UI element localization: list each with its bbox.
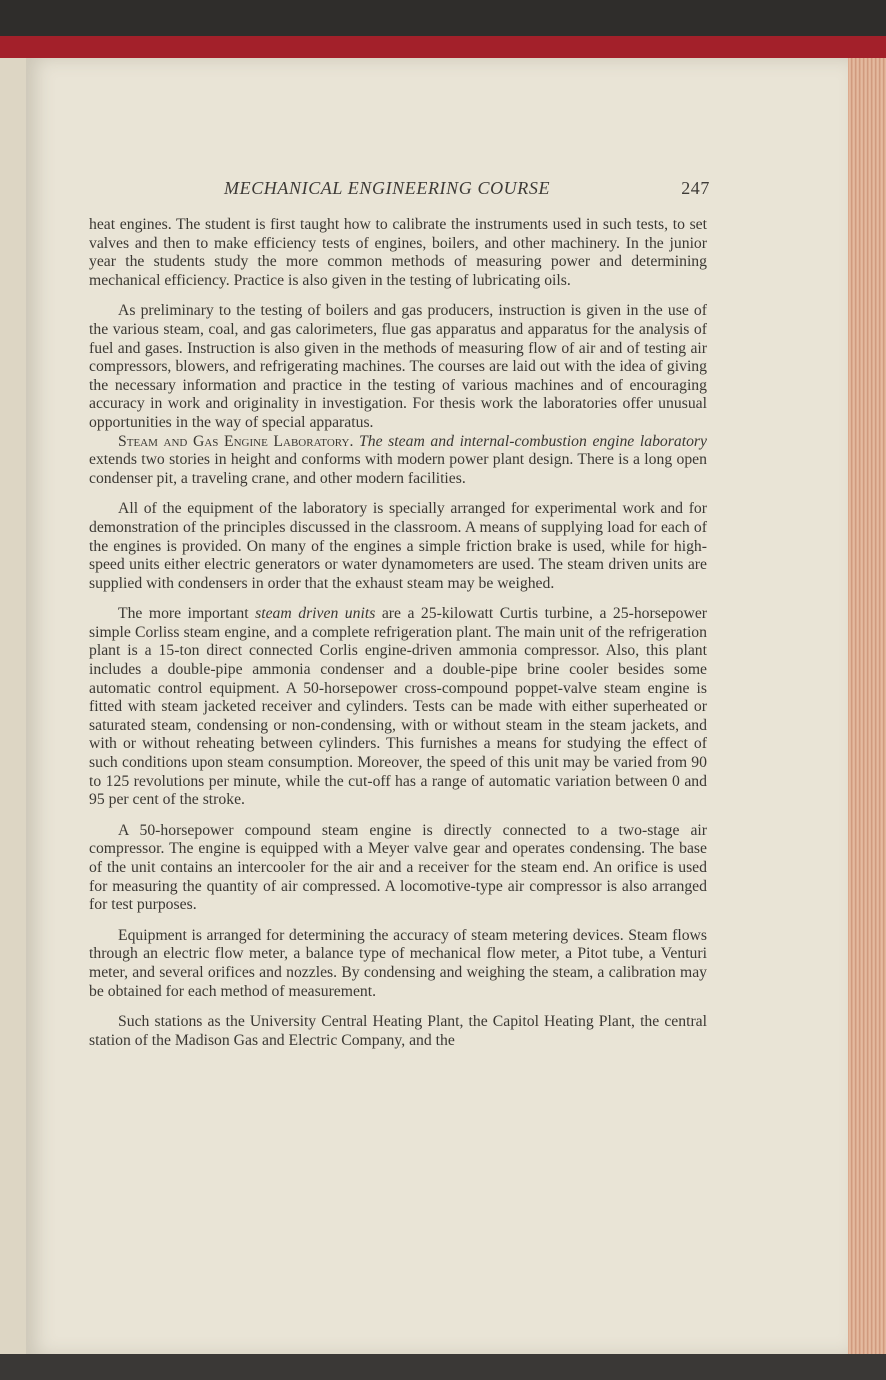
paragraph-7: Equipment is arranged for determining the accuracy of steam metering devices. Steam flows through an electric flow meter, a balance type of mechanical flow meter, a Pitot tube, a Venturi meter, and several orifices and nozzles. By condensing and weighing the steam, a calibration may be obtained for each method of measurement. [89, 926, 707, 1000]
paragraph-6: A 50-horsepower compound steam engine is directly connected to a two-stage air compressor. The engine is equipped with a Meyer valve gear and operates condensing. The base of the unit contains an intercooler for the air and a receiver for the steam end. An orifice is used for measuring the quantity of air compressed. A locomotive-type air compressor is also arranged for test purposes. [89, 821, 707, 914]
body-text [89, 216, 707, 1050]
book-cover-edge [0, 36, 886, 60]
paragraph-5-text: are a 25-kilowatt Curtis turbine, a 25-horsepower simple Corliss steam engine, and a complete refrigeration plant. The main unit of the refrigeration plant is a 15-ton direct connected Corlis engine-driven ammonia compressor. Also, this plant includes a double-pipe ammonia condenser and a double-pipe brine cooler besides some automatic control equipment. A 50-horsepower cross-compound poppet-valve steam engine is fitted with steam jacketed receiver and cylinders. Tests can be made with either superheated or saturated steam, condensing or non-condensing, with or without steam in the steam jackets, and with or without reheating between cylinders. This furnishes a means for studying the effect of such conditions upon steam consumption. Moreover, the speed of this unit may be varied from 90 to 125 revolutions per minute, while the cut-off has a range of automatic variation between 0 and 95 per cent of the stroke. [89, 605, 708, 809]
lab-heading: Steam and Gas Engine Laboratory. [118, 432, 354, 450]
scan-background-bottom [0, 1354, 886, 1380]
adjacent-page-edge [0, 58, 29, 1380]
page-fore-edge [848, 58, 886, 1358]
scan-background-top [0, 0, 886, 38]
paragraph-5 [89, 605, 707, 810]
paragraph-3 [89, 433, 707, 489]
running-header-title: MECHANICAL ENGINEERING COURSE [224, 178, 551, 198]
paragraph-8: Such stations as the University Central Heating Plant, the Capitol Heating Plant, the central station of the Madison Gas and Electric Company, and the [89, 1013, 707, 1049]
running-header [224, 178, 714, 202]
paragraph-4: All of the equipment of the laboratory is specially arranged for experimental work and for demonstration of the principles discussed in the classroom. A means of supplying load for each of the engines is provided. On many of the engines a simple friction brake is used, while for high-speed units either electric generators or water dynamometers are used. The steam driven units are supplied with condensers in order that the exhaust steam may be weighed. [89, 500, 707, 592]
paragraph-5-italic: steam driven units [255, 605, 376, 623]
paragraph-1: heat engines. The student is first taught how to calibrate the instruments used in such tests, to set valves and then to make efficiency tests of engines, boilers, and other machinery. In the junior year the students study the more common methods of measuring power and determining mechanical efficiency. Practice is also given in the testing of lubricating oils. [89, 216, 707, 289]
page-number: 247 [681, 178, 710, 198]
paragraph-5-lead: The more important [118, 605, 249, 623]
paragraph-2: As preliminary to the testing of boilers and gas producers, instruction is given in the use of the various steam, coal, and gas calorimeters, flue gas apparatus and apparatus for the analysis of fuel and gases. Instruction is also given in the methods of measuring flow of air and of testing air compressors, blowers, and refrigerating machines. The courses are laid out with the idea of giving the necessary information and practice in the testing of various machines and of encouraging accuracy in work and originality in investigation. For thesis work the laboratories offer unusual opportunities in the way of special apparatus. [89, 302, 707, 431]
paragraph-3-text: extends two stories in height and conforms with modern power plant design. There is a long open condenser pit, a traveling crane, and other modern facilities. [89, 451, 707, 487]
lab-heading-italic: The steam and internal-combustion engine laboratory [359, 432, 707, 450]
